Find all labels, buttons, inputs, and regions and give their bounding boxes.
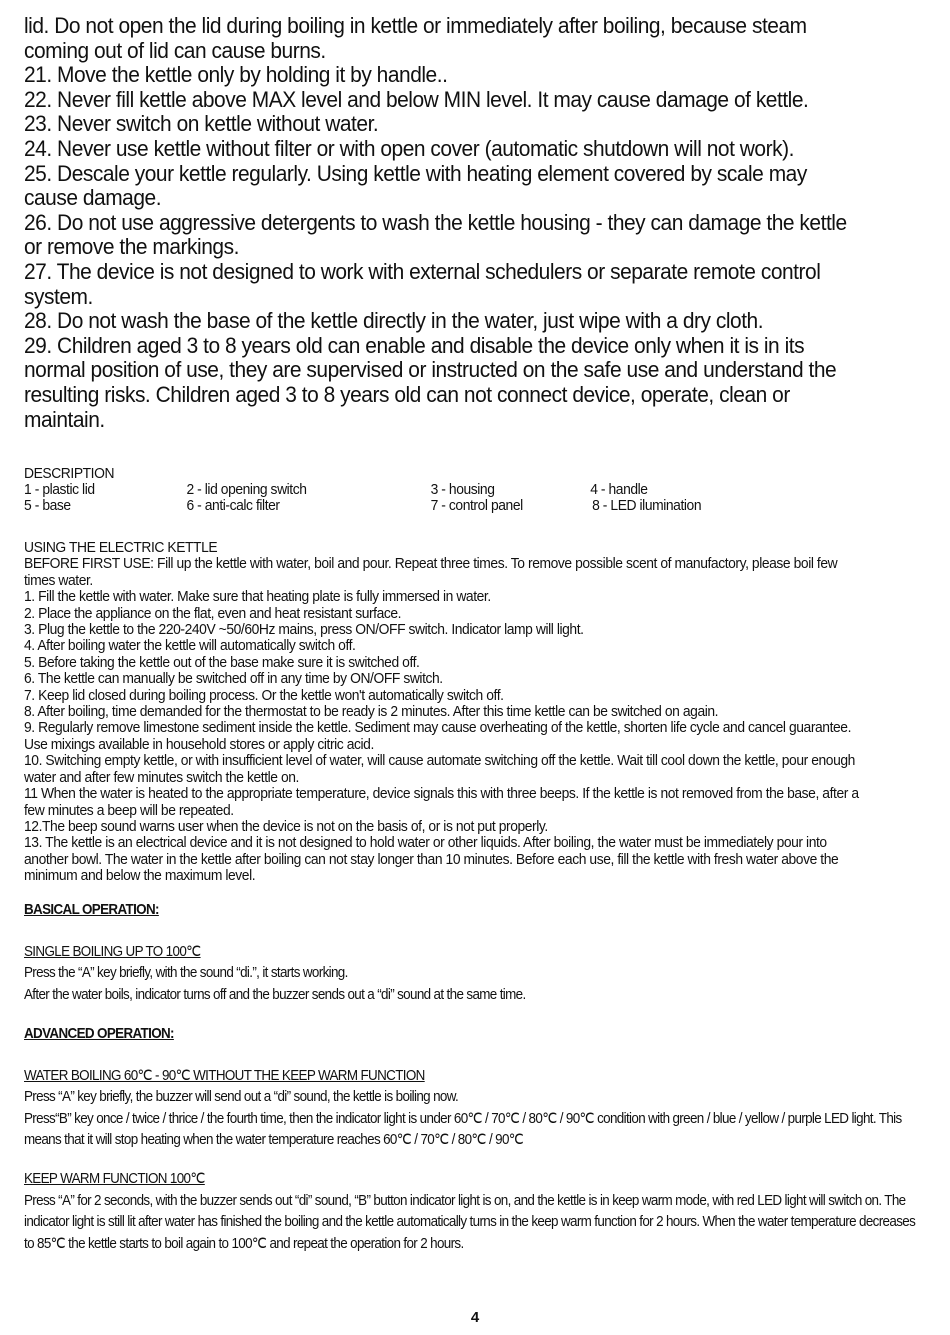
advanced-line: Press “A” key briefly, the buzzer will send out a “di” sound, the kettle is boiling now.	[24, 1089, 459, 1105]
part-item: 5 - base	[24, 498, 71, 515]
description-title: DESCRIPTION	[24, 466, 115, 482]
using-section	[24, 540, 870, 885]
part-item: 3 - housing	[430, 482, 495, 499]
using-paragraph: 1. Fill the kettle with water. Make sure that heating plate is fully immersed in water.	[24, 589, 491, 606]
spacer	[24, 1046, 921, 1066]
using-paragraph: 2. Place the appliance on the flat, even and heat resistant surface.	[24, 605, 402, 622]
using-paragraph: 10. Switching empty kettle, or with insufficient level of water, will cause automate switching off the kettle. Wait till cool down the kettle, pour enough water and after few minutes switch the kettle on.	[24, 753, 855, 786]
keep-warm-section	[24, 1169, 921, 1255]
using-paragraph: 6. The kettle can manually be switched off in any time by ON/OFF switch.	[24, 671, 443, 688]
using-paragraph: 11 When the water is heated to the appropriate temperature, device signals this with three beeps. If the kettle is not removed from the base, after a few minutes a beep will be repeated.	[24, 786, 859, 819]
using-paragraph: BEFORE FIRST USE: Fill up the kettle with water, boil and pour. Repeat three times. To remove possible scent of manufactory, please boil few times water.	[24, 556, 838, 589]
advanced-line: Press“B” key once / twice / thrice / the fourth time, then the indicator light is under 60℃ / 70℃ / 80℃ / 90℃ condition with green / blue / yellow / purple LED light. This means that it will stop heating when the water temperature reaches 60℃ / 70℃ / 80℃ / 90℃	[24, 1110, 902, 1148]
warning-item: lid. Do not open the lid during boiling in kettle or immediately after boiling, because steam coming out of lid can cause burns.	[24, 13, 807, 63]
part-item: 8 - LED ilumination	[592, 498, 702, 515]
warning-item: 22. Never fill kettle above MAX level and below MIN level. It may cause damage of kettle.	[24, 86, 809, 112]
using-paragraph: 9. Regularly remove limestone sediment inside the kettle. Sediment may cause overheating of the kettle, shorten life cycle and cancel guarantee. Use mixings available in household stores or apply citric acid.	[24, 720, 852, 753]
parts-list	[24, 482, 870, 516]
warning-item: 26. Do not use aggressive detergents to wash the kettle housing - they can damage the kettle or remove the markings.	[24, 209, 847, 260]
basic-line: After the water boils, indicator turns off and the buzzer sends out a “di” sound at the same time.	[24, 986, 526, 1003]
basic-line: Press the “A” key briefly, with the sound “di.”, it starts working.	[24, 965, 348, 981]
part-item: 2 - lid opening switch	[186, 482, 307, 499]
part-item: 7 - control panel	[430, 498, 523, 515]
warning-item: 24. Never use kettle without filter or with open cover (automatic shutdown will not work).	[24, 135, 794, 161]
basic-operation-title: BASICAL OPERATION:	[24, 902, 159, 918]
part-item: 6 - anti-calc filter	[186, 498, 280, 515]
single-boiling-subtitle: SINGLE BOILING UP TO 100℃	[24, 943, 201, 960]
basic-operation-section	[24, 900, 921, 1006]
using-title: USING THE ELECTRIC KETTLE	[24, 540, 218, 556]
advanced-operation-section	[24, 1024, 921, 1152]
using-paragraph: 8. After boiling, time demanded for the thermostat to be ready is 2 minutes. After this time kettle can be switched on again.	[24, 704, 719, 721]
warning-item: 27. The device is not designed to work with external schedulers or separate remote control system.	[24, 258, 821, 309]
using-paragraph: 5. Before taking the kettle out of the base make sure it is switched off.	[24, 654, 420, 671]
warning-item: 29. Children aged 3 to 8 years old can enable and disable the device only when it is in its normal position of use, they are supervised or instructed on the safe use and understand the resulting risks. Children aged 3 to 8 years old can not connect device, operate, clean or maintain.	[24, 332, 837, 432]
warnings-list	[24, 14, 852, 432]
part-item: 4 - handle	[590, 482, 648, 499]
using-paragraph: 13. The kettle is an electrical device and it is not designed to hold water or other liquids. After boiling, the water must be immediately pour into another bowl. The water in the kettle after boiling can not stay longer than 10 minutes. Before each use, fill the kettle with fresh water above the minimum and below the maximum level.	[24, 835, 839, 885]
using-paragraph: 4. After boiling water the kettle will automatically switch off.	[24, 638, 356, 655]
page-number: 4	[470, 1309, 480, 1326]
spacer	[24, 922, 921, 942]
water-boiling-subtitle: WATER BOILING 60℃ - 90℃ WITHOUT THE KEEP WARM FUNCTION	[24, 1067, 425, 1084]
keep-warm-subtitle: KEEP WARM FUNCTION 100℃	[24, 1171, 205, 1187]
using-paragraph: 12.The beep sound warns user when the device is not on the basis of, or is not put properly.	[24, 818, 548, 835]
warning-item: 25. Descale your kettle regularly. Using kettle with heating element covered by scale may cause damage.	[24, 160, 807, 211]
keep-warm-text: Press “A” for 2 seconds, with the buzzer sends out “di” sound, “B” button indicator light is on, and the kettle is in keep warm mode, with red LED light will switch on. The indicator light is still lit after water has finished the boiling and the kettle automatically turns in the keep warm function for 2 hours. When the water temperature decreases to 85℃ the kettle starts to boil again to 100℃ and repeat the operation for 2 hours.	[24, 1192, 916, 1252]
warning-item: 21. Move the kettle only by holding it by handle..	[24, 62, 448, 88]
advanced-operation-title: ADVANCED OPERATION:	[24, 1026, 174, 1042]
description-section	[24, 466, 870, 516]
using-paragraph: 7. Keep lid closed during boiling process. Or the kettle won't automatically switch off.	[24, 687, 504, 704]
warning-item: 23. Never switch on kettle without water.	[24, 111, 379, 137]
part-item: 1 - plastic lid	[24, 482, 95, 499]
warning-item: 28. Do not wash the base of the kettle directly in the water, just wipe with a dry cloth.	[24, 308, 764, 334]
using-paragraph: 3. Plug the kettle to the 220-240V ~50/60Hz mains, press ON/OFF switch. Indicator lamp will light.	[24, 622, 584, 639]
